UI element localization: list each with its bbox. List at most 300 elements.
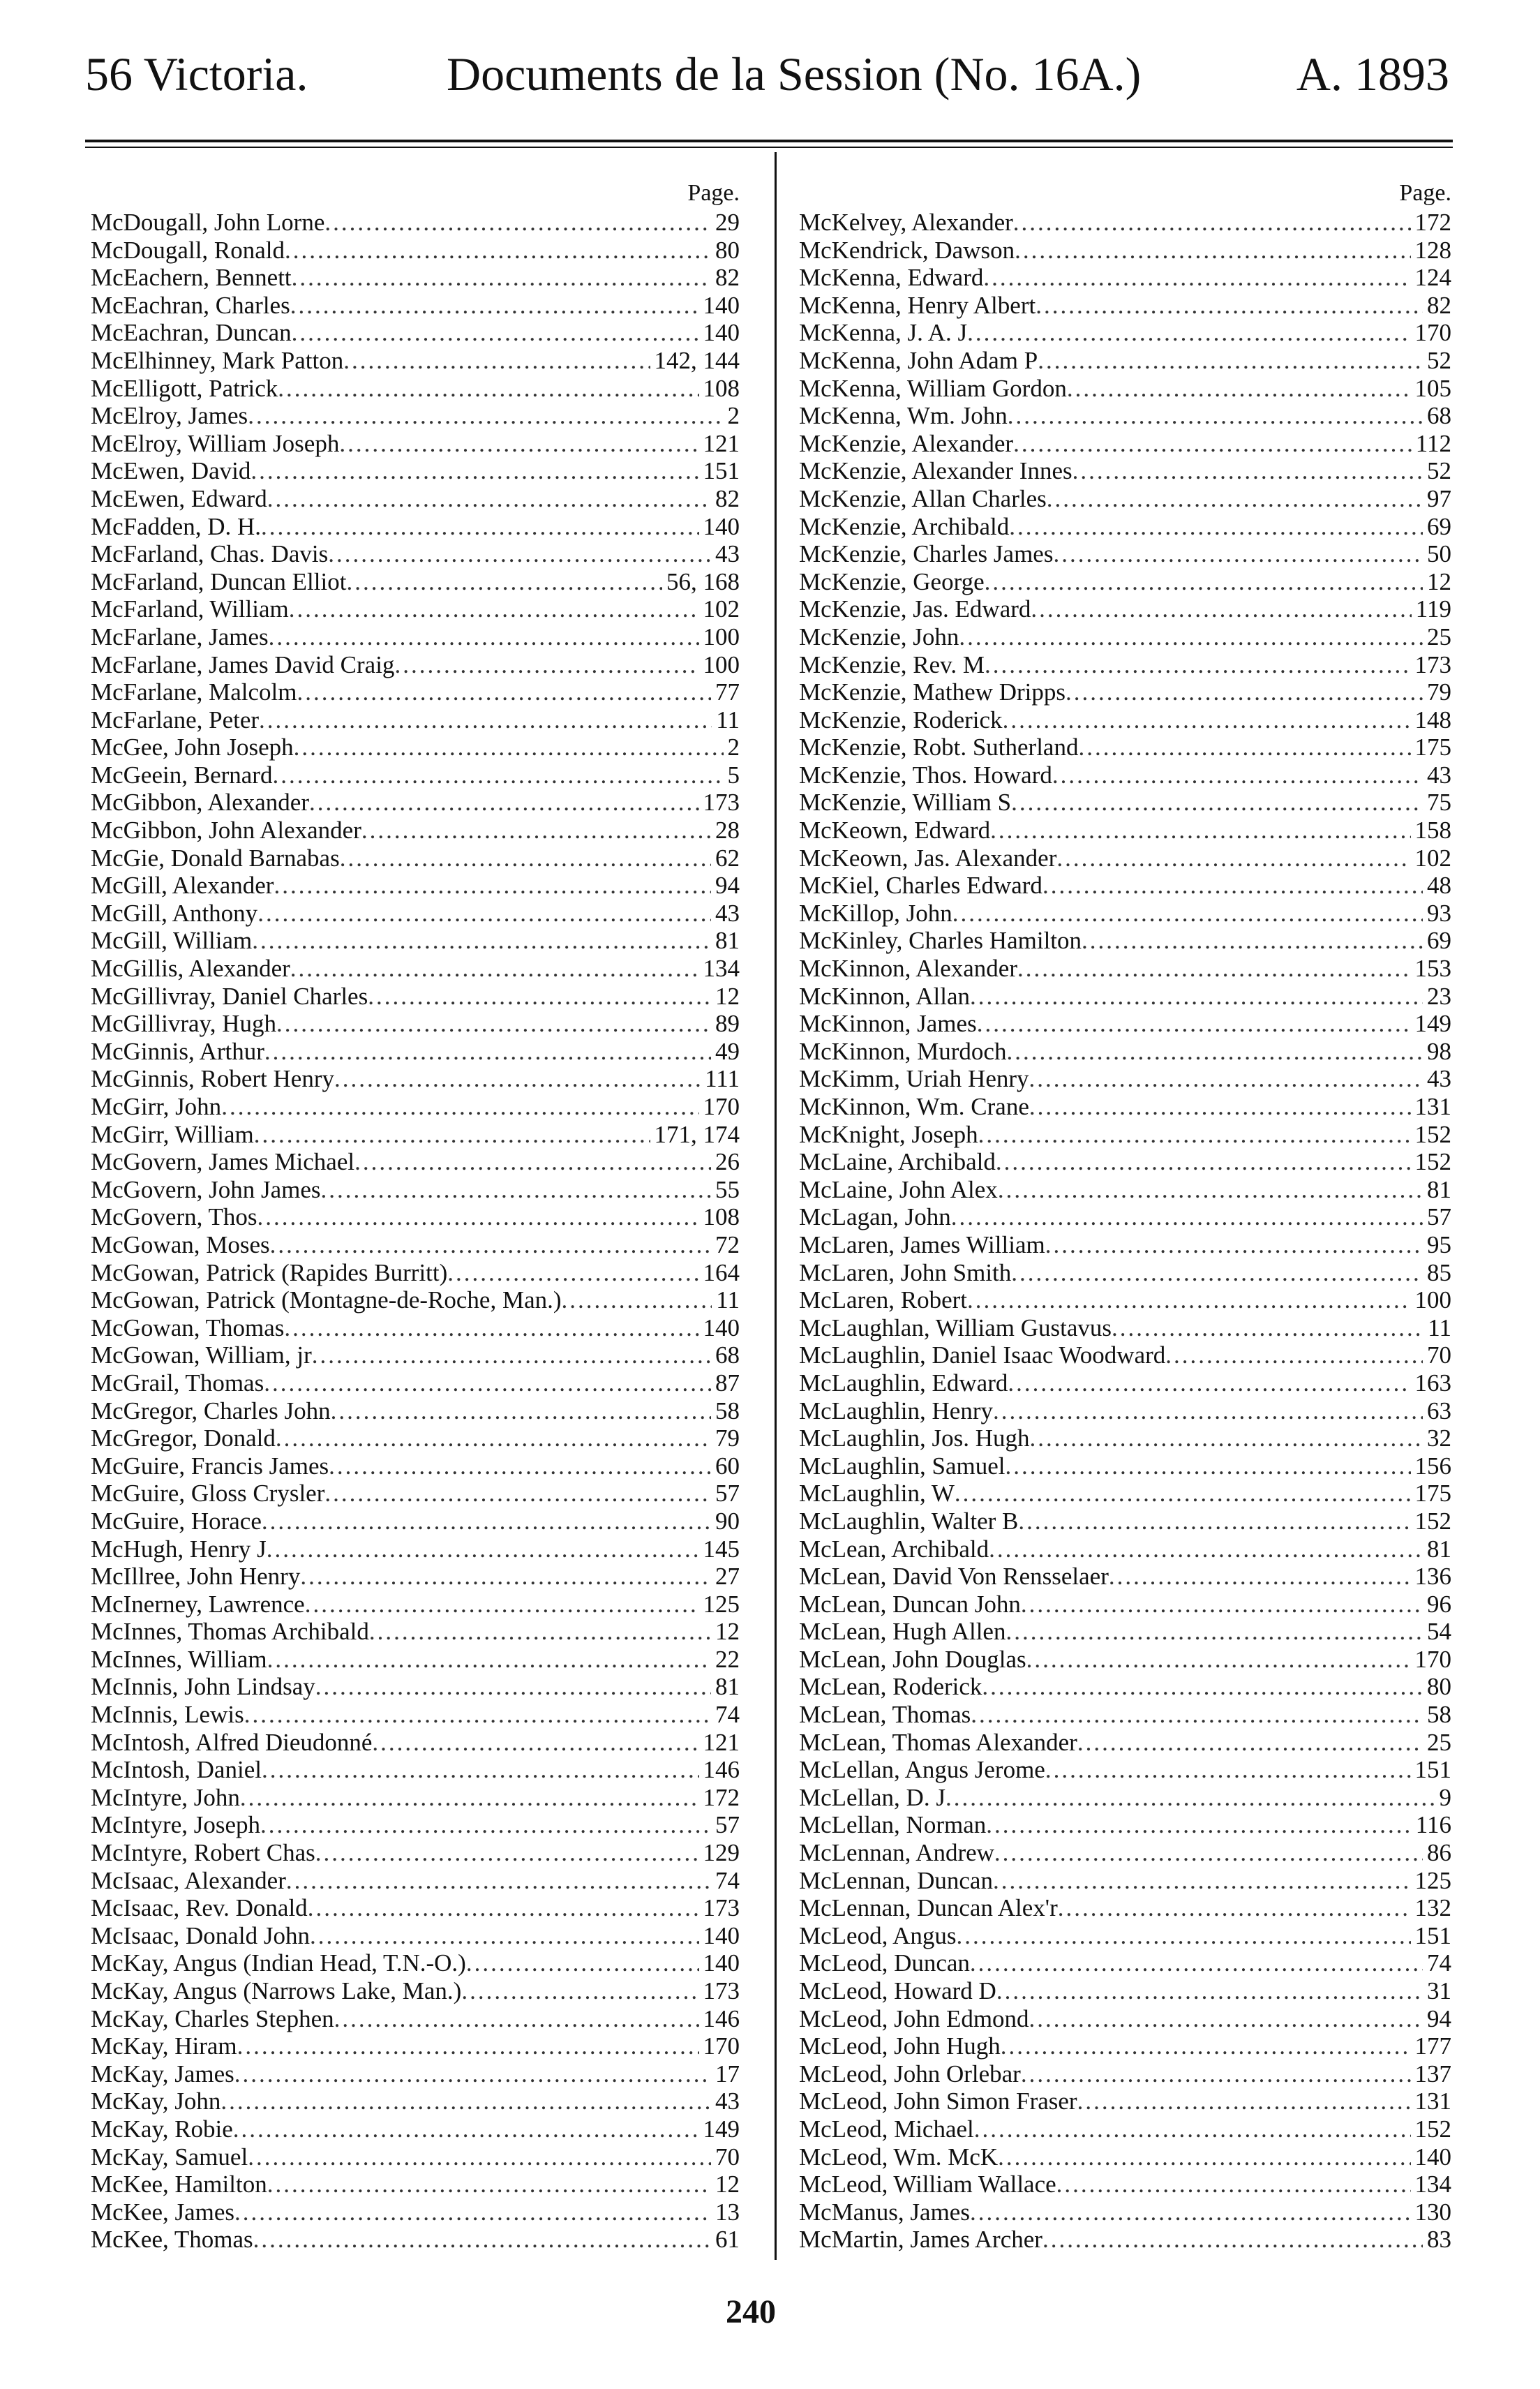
entry-name: McEachran, Charles — [91, 291, 290, 319]
dot-leader — [244, 1701, 711, 1729]
dot-leader — [982, 1673, 1423, 1701]
entry-name: McKenzie, Roderick — [799, 706, 1003, 734]
dot-leader — [237, 2032, 699, 2060]
entry-page: 75 — [1427, 789, 1451, 817]
dot-leader — [267, 1646, 711, 1674]
entry-page: 140 — [703, 319, 740, 347]
index-entry — [799, 1535, 1451, 1563]
entry-page: 93 — [1427, 899, 1451, 927]
entry-page: 48 — [1427, 872, 1451, 900]
entry-name: McGovern, Thos — [91, 1203, 257, 1231]
header-rule-thin — [85, 147, 1453, 148]
entry-name: McKenzie, Robt. Sutherland — [799, 734, 1079, 761]
dot-leader — [240, 1784, 699, 1812]
dot-leader — [234, 2198, 711, 2226]
entry-page: 152 — [1414, 1120, 1451, 1148]
entry-name: McInnis, Lewis — [91, 1701, 244, 1729]
entry-name: McLaine, John Alex — [799, 1175, 998, 1203]
entry-name: McMartin, James Archer — [799, 2226, 1042, 2254]
dot-leader — [1021, 1591, 1423, 1618]
index-entry — [799, 1839, 1451, 1867]
entry-name: McKenzie, Archibald — [799, 512, 1010, 540]
entry-page: 70 — [1427, 1341, 1451, 1369]
index-entry — [91, 2060, 740, 2088]
entry-page: 58 — [715, 1397, 740, 1424]
entry-page: 172 — [703, 1783, 740, 1811]
index-entry — [799, 209, 1451, 237]
entry-name: McGowan, Patrick (Montagne-de-Roche, Man.) — [91, 1286, 562, 1314]
dot-leader — [985, 651, 1411, 679]
entry-name: McLaughlin, Henry — [799, 1397, 993, 1424]
entry-page: 148 — [1414, 706, 1451, 734]
header-session-year: 56 Victoria. — [85, 47, 308, 101]
entry-page: 54 — [1427, 1618, 1451, 1646]
dot-leader — [1001, 2032, 1411, 2060]
index-entry — [91, 1701, 740, 1729]
column-divider — [775, 152, 777, 2260]
index-entry — [91, 1065, 740, 1093]
dot-leader — [276, 1010, 711, 1038]
entry-page: 95 — [1427, 1230, 1451, 1258]
index-entry — [799, 1259, 1451, 1287]
dot-leader — [372, 1729, 698, 1757]
entry-name: McFarlane, James — [91, 623, 269, 650]
entry-name: McKee, Thomas — [91, 2226, 253, 2254]
index-entry — [91, 2115, 740, 2143]
dot-leader — [1029, 1065, 1423, 1093]
index-entry — [799, 1977, 1451, 2005]
dot-leader — [945, 1784, 1435, 1812]
entry-name: McEwen, David — [91, 457, 251, 485]
dot-leader — [1031, 595, 1411, 623]
dot-leader — [967, 319, 1410, 347]
dot-leader — [260, 1811, 711, 1839]
entry-name: McFarland, William — [91, 595, 289, 623]
entry-name: McFadden, D. H. — [91, 512, 261, 540]
dot-leader — [466, 1949, 699, 1977]
dot-leader — [257, 1203, 699, 1231]
dot-leader — [1011, 789, 1423, 817]
dot-leader — [996, 1977, 1423, 2005]
entry-page: 81 — [1427, 1175, 1451, 1203]
entry-name: McKay, John — [91, 2087, 221, 2115]
index-entry — [799, 1231, 1451, 1259]
index-entry — [799, 1397, 1451, 1425]
dot-leader — [285, 237, 711, 265]
entry-name: McKenzie, Alexander — [799, 429, 1014, 457]
entry-name: McKillop, John — [799, 899, 952, 927]
dot-leader — [340, 844, 711, 872]
dot-leader — [1053, 540, 1423, 568]
dot-leader — [1042, 2226, 1423, 2254]
index-entry — [799, 623, 1451, 651]
entry-name: McLean, Roderick — [799, 1673, 982, 1701]
dot-leader — [1029, 2005, 1423, 2033]
index-entry — [799, 568, 1451, 596]
entry-name: McLeod, John Simon Fraser — [799, 2087, 1077, 2115]
index-entry — [91, 540, 740, 568]
index-entry — [91, 1231, 740, 1259]
dot-leader — [1013, 430, 1412, 458]
entry-name: McIntosh, Alfred Dieudonné — [91, 1728, 373, 1756]
index-entry — [91, 1314, 740, 1342]
dot-leader — [292, 319, 699, 347]
entry-name: McLean, Thomas — [799, 1701, 971, 1729]
index-entry — [799, 1949, 1451, 1977]
entry-page: 2 — [727, 402, 740, 430]
entry-page: 140 — [703, 1313, 740, 1341]
dot-leader — [562, 1286, 712, 1314]
dot-leader — [990, 817, 1410, 844]
entry-name: McGibbon, Alexander — [91, 789, 309, 817]
entry-page: 173 — [703, 1894, 740, 1922]
entry-page: 90 — [715, 1507, 740, 1535]
entry-name: McInerney, Lawrence — [91, 1590, 305, 1618]
entry-page: 98 — [1427, 1037, 1451, 1065]
entry-name: McEachern, Bennett — [91, 264, 292, 292]
entry-page: 58 — [1427, 1701, 1451, 1729]
dot-leader — [334, 1065, 701, 1093]
index-entry — [91, 1894, 740, 1922]
index-entry — [91, 900, 740, 928]
entry-page: 102 — [1414, 844, 1451, 872]
entry-page: 152 — [1414, 1507, 1451, 1535]
entry-page: 25 — [1427, 623, 1451, 650]
entry-page: 12 — [715, 982, 740, 1010]
entry-page: 100 — [1414, 1286, 1451, 1314]
index-entry — [799, 2005, 1451, 2033]
entry-page: 124 — [1414, 264, 1451, 292]
entry-page: 125 — [1414, 1866, 1451, 1894]
entry-page: 121 — [703, 1728, 740, 1756]
entry-page: 69 — [1427, 927, 1451, 955]
entry-name: McKenzie, Charles James — [799, 540, 1054, 568]
index-entry — [799, 817, 1451, 844]
entry-page: 170 — [1414, 1645, 1451, 1673]
dot-leader — [267, 2171, 711, 2198]
index-entry — [91, 2171, 740, 2198]
entry-name: McLeod, John Edmond — [799, 2004, 1029, 2032]
entry-name: McKiel, Charles Edward — [799, 872, 1042, 900]
index-entry — [799, 2171, 1451, 2198]
entry-page: 145 — [703, 1535, 740, 1563]
index-entry — [799, 983, 1451, 1011]
entry-name: McKenzie, George — [799, 567, 985, 595]
entry-page: 173 — [703, 789, 740, 817]
entry-name: McGowan, Thomas — [91, 1313, 285, 1341]
index-entry — [91, 2198, 740, 2226]
entry-page: 70 — [715, 2143, 740, 2171]
dot-leader — [300, 1563, 711, 1591]
entry-name: McLaren, James William — [799, 1230, 1045, 1258]
dot-leader — [1006, 1038, 1423, 1066]
dot-leader — [305, 1591, 699, 1618]
dot-leader — [955, 1480, 1411, 1508]
entry-page: 149 — [703, 2115, 740, 2143]
entry-name: McLennan, Duncan Alex'r — [799, 1894, 1058, 1922]
entry-name: McKenzie, John — [799, 623, 959, 650]
entry-page: 105 — [1414, 374, 1451, 402]
index-entry — [799, 1341, 1451, 1369]
entry-name: McKenna, John Adam P — [799, 346, 1038, 374]
dot-leader — [278, 375, 698, 403]
entry-name: McHugh, Henry J — [91, 1535, 267, 1563]
entry-name: McLean, Hugh Allen — [799, 1618, 1006, 1646]
entry-name: McLeod, John Hugh — [799, 2032, 1001, 2060]
index-entry — [91, 1038, 740, 1066]
entry-page: 89 — [715, 1010, 740, 1038]
entry-name: McLean, Duncan John — [799, 1590, 1021, 1618]
dot-leader — [989, 1535, 1423, 1563]
index-entry — [799, 1452, 1451, 1480]
entry-name: McKenzie, Thos. Howard — [799, 761, 1052, 789]
dot-leader — [254, 1121, 650, 1149]
index-entry — [91, 1563, 740, 1591]
entry-name: McKenna, William Gordon — [799, 374, 1067, 402]
entry-page: 146 — [703, 2004, 740, 2032]
dot-leader — [276, 1424, 711, 1452]
entry-name: McKinnon, Wm. Crane — [799, 1093, 1029, 1120]
dot-leader — [284, 1314, 698, 1342]
entry-name: McKinnon, Murdoch — [799, 1037, 1007, 1065]
index-entry — [799, 1203, 1451, 1231]
index-entry — [91, 734, 740, 761]
entry-page: 43 — [715, 540, 740, 568]
index-entry — [91, 1508, 740, 1535]
index-entry — [91, 319, 740, 347]
entry-page: 156 — [1414, 1452, 1451, 1480]
entry-page: 31 — [1427, 1977, 1451, 2004]
index-entry — [91, 264, 740, 292]
dot-leader — [1052, 761, 1423, 789]
entry-page: 112 — [1415, 429, 1451, 457]
entry-page: 79 — [715, 1424, 740, 1452]
index-entry — [799, 927, 1451, 955]
index-entry — [799, 1176, 1451, 1204]
entry-name: McKenzie, Alexander Innes — [799, 457, 1072, 485]
index-entry — [799, 872, 1451, 900]
index-column-right — [799, 178, 1451, 2254]
entry-name: McKinley, Charles Hamilton — [799, 927, 1082, 955]
entry-page: 69 — [1427, 512, 1451, 540]
index-entry — [799, 264, 1451, 292]
index-entry — [91, 1673, 740, 1701]
dot-leader — [985, 568, 1423, 596]
index-entry — [91, 568, 740, 596]
header-rule-thick — [85, 140, 1453, 142]
dot-leader — [308, 1894, 699, 1922]
index-entry — [91, 1397, 740, 1425]
entry-page: 52 — [1427, 457, 1451, 485]
entry-name: McKay, Robie — [91, 2115, 233, 2143]
dot-leader — [1056, 2171, 1411, 2198]
entry-name: McLean, David Von Rensselaer — [799, 1563, 1109, 1591]
entry-page: 61 — [715, 2226, 740, 2254]
entry-page: 82 — [1427, 291, 1451, 319]
entry-page: 5 — [727, 761, 740, 789]
entry-name: McKee, Hamilton — [91, 2171, 267, 2198]
entry-name: McGillivray, Hugh — [91, 1010, 277, 1038]
index-entry — [799, 1314, 1451, 1342]
entry-page: 137 — [1414, 2060, 1451, 2087]
index-entry — [91, 595, 740, 623]
dot-leader — [461, 1977, 698, 2005]
index-column-left — [91, 178, 740, 2254]
entry-page: 142, 144 — [654, 346, 740, 374]
page-header — [0, 0, 1540, 140]
entry-name: McLaughlin, Jos. Hugh — [799, 1424, 1030, 1452]
index-entry — [91, 983, 740, 1011]
entry-page: 2 — [727, 734, 740, 761]
entry-page: 85 — [1427, 1258, 1451, 1286]
entry-name: McKenzie, Rev. M — [799, 650, 985, 678]
entry-name: McKelvey, Alexander — [799, 209, 1013, 236]
dot-leader — [1082, 927, 1423, 955]
dot-leader — [286, 1867, 711, 1895]
dot-leader — [310, 1922, 699, 1950]
index-entry — [799, 513, 1451, 541]
entry-page: 55 — [715, 1175, 740, 1203]
entry-page: 28 — [715, 817, 740, 844]
entry-name: McKee, James — [91, 2198, 235, 2226]
index-entry — [799, 1286, 1451, 1314]
index-entry — [91, 1839, 740, 1867]
entry-page: 25 — [1427, 1728, 1451, 1756]
entry-page: 134 — [1414, 2171, 1451, 2198]
dot-leader — [272, 761, 723, 789]
entry-page: 94 — [715, 872, 740, 900]
index-entry — [91, 1424, 740, 1452]
dot-leader — [267, 485, 711, 513]
index-entry — [799, 761, 1451, 789]
entry-name: McElroy, James — [91, 402, 248, 430]
entry-page: 94 — [1427, 2004, 1451, 2032]
index-entry — [799, 2143, 1451, 2171]
entry-name: McInnis, John Lindsay — [91, 1673, 315, 1701]
entry-page: 81 — [715, 927, 740, 955]
index-entry — [91, 375, 740, 403]
entry-page: 177 — [1414, 2032, 1451, 2060]
index-entry — [799, 375, 1451, 403]
entry-page: 74 — [715, 1866, 740, 1894]
dot-leader — [1067, 375, 1411, 403]
index-entry — [91, 1811, 740, 1839]
column-page-heading: Page. — [1399, 180, 1451, 206]
dot-leader — [1036, 292, 1423, 320]
index-entry — [799, 485, 1451, 513]
entry-name: McGovern, James Michael — [91, 1148, 355, 1176]
index-entry — [799, 1646, 1451, 1674]
entry-page: 111 — [705, 1065, 740, 1093]
entry-name: McEachran, Duncan — [91, 319, 292, 347]
entry-page: 27 — [715, 1563, 740, 1591]
index-entry — [799, 1618, 1451, 1646]
dot-leader — [1013, 209, 1411, 237]
dot-leader — [967, 1286, 1410, 1314]
entry-name: McElligott, Patrick — [91, 374, 278, 402]
entry-name: McIsaac, Rev. Donald — [91, 1894, 308, 1922]
entry-page: 134 — [703, 955, 740, 983]
entry-page: 68 — [715, 1341, 740, 1369]
dot-leader — [339, 430, 698, 458]
index-entry — [91, 1729, 740, 1757]
entry-name: McGee, John Joseph — [91, 734, 294, 761]
dot-leader — [253, 2226, 711, 2254]
entry-name: McKendrick, Dawson — [799, 236, 1015, 264]
entry-page: 108 — [703, 1203, 740, 1231]
dot-leader — [951, 1203, 1423, 1231]
entry-page: 80 — [1427, 1673, 1451, 1701]
index-entry — [91, 872, 740, 900]
entry-name: McKimm, Uriah Henry — [799, 1065, 1029, 1093]
entry-name: McGill, Alexander — [91, 872, 274, 900]
entry-page: 131 — [1414, 1093, 1451, 1120]
index-entry — [799, 1369, 1451, 1397]
entry-name: McLennan, Duncan — [799, 1866, 993, 1894]
entry-page: 13 — [715, 2198, 740, 2226]
entry-name: McKay, Angus (Indian Head, T.N.-O.) — [91, 1949, 466, 1977]
entry-page: 175 — [1414, 1480, 1451, 1508]
entry-name: McGuire, Horace — [91, 1507, 262, 1535]
dot-leader — [221, 1093, 698, 1121]
dot-leader — [233, 2115, 699, 2143]
entry-page: 52 — [1427, 346, 1451, 374]
entry-name: McLeod, John Orlebar — [799, 2060, 1021, 2087]
dot-leader — [1038, 347, 1423, 375]
entry-page: 170 — [1414, 319, 1451, 347]
index-entry — [799, 1591, 1451, 1618]
index-entry — [91, 513, 740, 541]
dot-leader — [269, 623, 699, 651]
dot-leader — [251, 457, 698, 485]
entry-page: 56, 168 — [666, 567, 740, 595]
dot-leader — [1077, 2087, 1411, 2115]
entry-name: McKnight, Joseph — [799, 1120, 978, 1148]
entry-page: 151 — [703, 457, 740, 485]
dot-leader — [1017, 955, 1411, 983]
entry-name: McKay, Angus (Narrows Lake, Man.) — [91, 1977, 462, 2004]
index-entry — [91, 237, 740, 265]
entry-name: McLeod, Wm. McK — [799, 2143, 999, 2171]
entry-list — [799, 209, 1451, 2254]
dot-leader — [1015, 237, 1410, 265]
index-entry — [91, 430, 740, 458]
entry-page: 72 — [715, 1230, 740, 1258]
dot-leader — [959, 623, 1423, 651]
entry-page: 81 — [1427, 1535, 1451, 1563]
dot-leader — [267, 1535, 699, 1563]
dot-leader — [1018, 1508, 1410, 1535]
dot-leader — [309, 789, 699, 817]
entry-name: McElroy, William Joseph — [91, 429, 340, 457]
index-entry — [91, 1176, 740, 1204]
entry-page: 43 — [715, 899, 740, 927]
entry-name: McKenna, Edward — [799, 264, 984, 292]
index-entry — [799, 734, 1451, 761]
entry-page: 116 — [1415, 1811, 1451, 1839]
entry-page: 130 — [1414, 2198, 1451, 2226]
dot-leader — [290, 955, 699, 983]
entry-page: 43 — [1427, 761, 1451, 789]
entry-page: 100 — [703, 623, 740, 650]
entry-page: 87 — [715, 1369, 740, 1397]
index-entry — [91, 1756, 740, 1784]
entry-page: 171, 174 — [654, 1120, 740, 1148]
entry-name: McFarland, Duncan Elliot — [91, 567, 347, 595]
entry-name: McIntosh, Daniel — [91, 1756, 262, 1784]
entry-page: 68 — [1427, 402, 1451, 430]
index-entry — [91, 1286, 740, 1314]
